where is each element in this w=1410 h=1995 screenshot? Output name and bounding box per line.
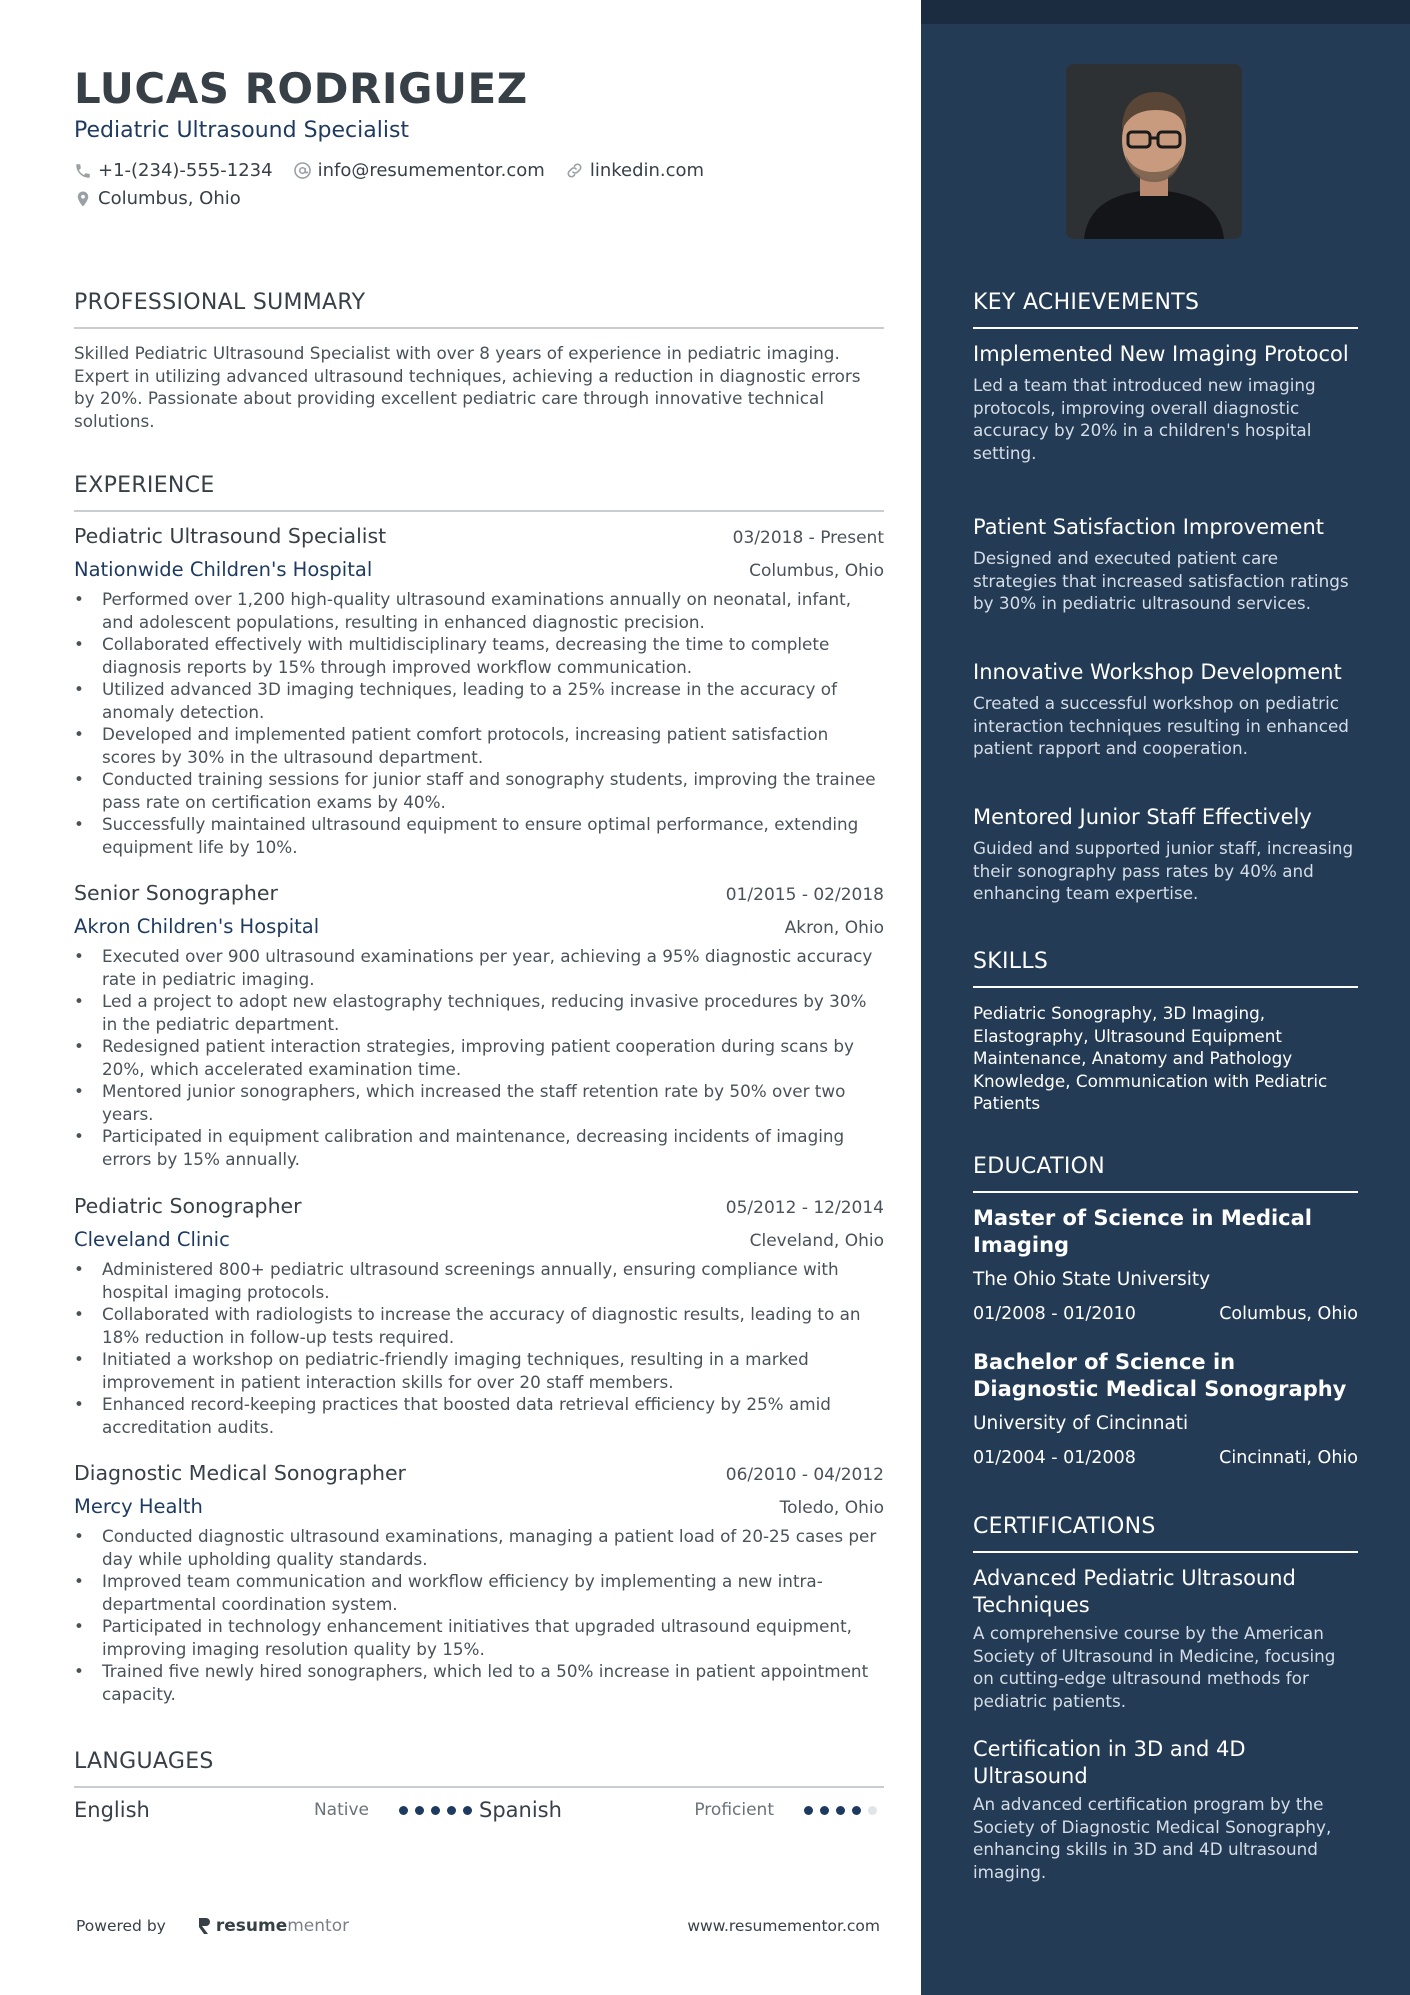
achievements-section-title: KEY ACHIEVEMENTS: [973, 290, 1358, 329]
bullet: • Participated in equipment calibration and maintenance, decreasing incidents of imaging errors by 15% annually.: [74, 1125, 884, 1170]
education-location: Cincinnati, Ohio: [1219, 1448, 1358, 1468]
job-bullets: [74, 945, 884, 1170]
job-dates: 05/2012 - 12/2014: [725, 1198, 884, 1218]
job-company: Akron Children's Hospital: [74, 915, 320, 938]
achievement-item: [973, 804, 1358, 905]
achievement-title: Innovative Workshop Development: [973, 660, 1342, 684]
sidebar: [921, 0, 1410, 1995]
brand-logo[interactable]: [196, 1916, 349, 1936]
job-bullets: [74, 588, 884, 858]
job-entry: [74, 881, 884, 1170]
education-dates: 01/2004 - 01/2008: [973, 1448, 1136, 1468]
job-dates: 03/2018 - Present: [732, 528, 884, 548]
rating-dot-filled: [415, 1806, 424, 1815]
job-location: Columbus, Ohio: [749, 561, 884, 581]
bullet: • Redesigned patient interaction strategies, improving patient cooperation during scans by 20%, which accelerated examination time.: [74, 1035, 884, 1080]
language-name: English: [74, 1798, 150, 1822]
achievement-item: [973, 341, 1358, 464]
certifications-section-title: CERTIFICATIONS: [973, 1514, 1358, 1553]
summary-text: Skilled Pediatric Ultrasound Specialist with over 8 years of experience in pediatric imaging. Expert in utilizing advanced ultrasound techniques, achieving a reduction in diagnostic errors by 20%. Passionate about providing excellent pediatric care through innovative technical solutions.: [74, 343, 861, 431]
bullet: • Conducted training sessions for junior staff and sonography students, improving the trainee pass rate on certification exams by 40%.: [74, 768, 884, 813]
language-name: Spanish: [479, 1798, 562, 1822]
candidate-headline: Pediatric Ultrasound Specialist: [74, 118, 410, 143]
education-school: The Ohio State University: [973, 1269, 1211, 1290]
rating-dot-filled: [463, 1806, 472, 1815]
contact-row: [74, 160, 724, 181]
certification-item: [973, 1565, 1358, 1712]
sidebar-top-band: [921, 0, 1410, 24]
education-section-title: EDUCATION: [973, 1154, 1358, 1193]
job-title: Senior Sonographer: [74, 881, 278, 905]
location-text: Columbus, Ohio: [98, 188, 241, 209]
education-degree: Bachelor of Science in Diagnostic Medical Sonography: [973, 1350, 1347, 1401]
job-location: Cleveland, Ohio: [749, 1231, 884, 1251]
contact-linkedin[interactable]: [565, 160, 704, 181]
achievement-title: Mentored Junior Staff Effectively: [973, 805, 1312, 829]
job-entry: [74, 1194, 884, 1438]
footer: [76, 1916, 880, 1936]
job-title: Pediatric Sonographer: [74, 1194, 302, 1218]
job-company: Nationwide Children's Hospital: [74, 558, 373, 581]
job-title: Pediatric Ultrasound Specialist: [74, 524, 387, 548]
bullet: • Executed over 900 ultrasound examinations per year, achieving a 95% diagnostic accuracy rate in pediatric imaging.: [74, 945, 884, 990]
bullet: • Collaborated with radiologists to increase the accuracy of diagnostic results, leading to an 18% reduction in follow-up tests required.: [74, 1303, 884, 1348]
job-entry: [74, 1461, 884, 1705]
achievement-desc: Led a team that introduced new imaging protocols, improving overall diagnostic accuracy by 20% in a children's hospital setting.: [973, 375, 1316, 463]
skills-section-title: SKILLS: [973, 949, 1358, 988]
job-company: Mercy Health: [74, 1495, 203, 1518]
rating-dot-filled: [399, 1806, 408, 1815]
bullet: • Successfully maintained ultrasound equipment to ensure optimal performance, extending equipment life by 10%.: [74, 813, 884, 858]
education-school: University of Cincinnati: [973, 1413, 1189, 1434]
achievement-title: Patient Satisfaction Improvement: [973, 515, 1324, 539]
rating-dot-filled: [820, 1806, 829, 1815]
rating-dot-filled: [804, 1806, 813, 1815]
achievement-title: Implemented New Imaging Protocol: [973, 342, 1349, 366]
bullet: • Trained five newly hired sonographers, which led to a 50% increase in patient appointment capacity.: [74, 1660, 884, 1705]
job-dates: 06/2010 - 04/2012: [725, 1465, 884, 1485]
summary-section-title: PROFESSIONAL SUMMARY: [74, 290, 884, 329]
certification-title: Certification in 3D and 4D Ultrasound: [973, 1737, 1246, 1788]
language-item: [74, 1798, 479, 1822]
job-title: Diagnostic Medical Sonographer: [74, 1461, 406, 1485]
job-location: Toledo, Ohio: [779, 1498, 884, 1518]
location-pin-icon: [74, 189, 92, 209]
bullet: • Administered 800+ pediatric ultrasound screenings annually, ensuring compliance with hospital imaging protocols.: [74, 1258, 884, 1303]
job-location: Akron, Ohio: [784, 918, 884, 938]
education-item: [973, 1349, 1358, 1468]
bullet: • Improved team communication and workflow efficiency by implementing a new intra-departmental coordination system.: [74, 1570, 884, 1615]
certification-title: Advanced Pediatric Ultrasound Techniques: [973, 1566, 1296, 1617]
language-level: Proficient: [694, 1800, 774, 1820]
rating-dot-empty: [868, 1806, 877, 1815]
job-entry: [74, 524, 884, 858]
contact-phone[interactable]: [74, 160, 273, 181]
achievement-item: [973, 659, 1358, 760]
linkedin-text: linkedin.com: [589, 160, 705, 181]
profile-photo: [1066, 64, 1242, 239]
powered-by-label: Powered by: [76, 1917, 166, 1935]
education-degree: Master of Science in Medical Imaging: [973, 1206, 1313, 1257]
bullet: • Initiated a workshop on pediatric-friendly imaging techniques, resulting in a marked improvement in patient interaction skills for over 20 staff members.: [74, 1348, 884, 1393]
contact-email[interactable]: [293, 160, 545, 181]
languages-section-title: LANGUAGES: [74, 1749, 884, 1788]
bullet: • Performed over 1,200 high-quality ultrasound examinations annually on neonatal, infant, and adolescent populations, resulting in enhanced diagnostic precision.: [74, 588, 884, 633]
achievement-desc: Designed and executed patient care strategies that increased satisfaction ratings by 30% in pediatric ultrasound services.: [973, 548, 1349, 613]
achievement-item: [973, 514, 1358, 615]
powered-by: [76, 1916, 349, 1936]
certification-desc: An advanced certification program by the Society of Diagnostic Medical Sonography, enhancing skills in 3D and 4D ultrasound imaging.: [973, 1794, 1332, 1882]
contact-location: [74, 188, 241, 209]
education-location: Columbus, Ohio: [1219, 1304, 1358, 1324]
experience-section-title: EXPERIENCE: [74, 473, 884, 512]
bullet: • Collaborated effectively with multidisciplinary teams, decreasing the time to complete diagnosis reports by 15% through improved workflow communication.: [74, 633, 884, 678]
phone-icon: [74, 162, 92, 180]
phone-text: +1-(234)-555-1234: [98, 160, 273, 181]
resumementor-logo-icon: [196, 1916, 212, 1936]
bullet: • Utilized advanced 3D imaging techniques, leading to a 25% increase in the accuracy of anomaly detection.: [74, 678, 884, 723]
rating-dot-filled: [431, 1806, 440, 1815]
language-level: Native: [313, 1800, 369, 1820]
skills-text: Pediatric Sonography, 3D Imaging, Elastography, Ultrasound Equipment Maintenance, Anatomy and Pathology Knowledge, Communication with Pediatric Patients: [973, 1003, 1328, 1113]
bullet: • Led a project to adopt new elastography techniques, reducing invasive procedures by 30% in the pediatric department.: [74, 990, 884, 1035]
job-company: Cleveland Clinic: [74, 1228, 230, 1251]
rating-dot-filled: [447, 1806, 456, 1815]
job-dates: 01/2015 - 02/2018: [725, 885, 884, 905]
education-item: [973, 1205, 1358, 1324]
website-link[interactable]: www.resumementor.com: [687, 1917, 880, 1935]
language-rating: [804, 1806, 884, 1815]
achievement-desc: Created a successful workshop on pediatric interaction techniques resulting in enhanced patient rapport and cooperation.: [973, 693, 1349, 758]
language-rating: [399, 1806, 479, 1815]
bullet: • Conducted diagnostic ultrasound examinations, managing a patient load of 20-25 cases per day while upholding quality standards.: [74, 1525, 884, 1570]
achievement-desc: Guided and supported junior staff, increasing their sonography pass rates by 40% and enhancing team expertise.: [973, 838, 1354, 903]
rating-dot-filled: [836, 1806, 845, 1815]
languages-list: [74, 1798, 884, 1822]
bullet: • Participated in technology enhancement initiatives that upgraded ultrasound equipment, improving imaging resolution quality by 15%.: [74, 1615, 884, 1660]
candidate-name: LUCAS RODRIGUEZ: [74, 64, 528, 113]
certification-item: [973, 1736, 1358, 1883]
bullet: • Mentored junior sonographers, which increased the staff retention rate by 50% over two years.: [74, 1080, 884, 1125]
rating-dot-filled: [852, 1806, 861, 1815]
logo-text-part1: resume: [215, 1916, 288, 1936]
certification-desc: A comprehensive course by the American Society of Ultrasound in Medicine, focusing on cutting-edge ultrasound methods for pediatric patients.: [973, 1623, 1336, 1711]
bullet: • Developed and implemented patient comfort protocols, increasing patient satisfaction scores by 30% in the ultrasound department.: [74, 723, 884, 768]
logo-text-part2: mentor: [287, 1916, 350, 1936]
link-icon: [565, 161, 584, 180]
email-text: info@resumementor.com: [317, 160, 545, 181]
bullet: • Enhanced record-keeping practices that boosted data retrieval efficiency by 25% amid accreditation audits.: [74, 1393, 884, 1438]
at-icon: [293, 161, 312, 180]
job-bullets: [74, 1525, 884, 1705]
education-dates: 01/2008 - 01/2010: [973, 1304, 1136, 1324]
job-bullets: [74, 1258, 884, 1438]
portrait-illustration: [1066, 64, 1242, 239]
contact-row-2: [74, 188, 261, 209]
language-item: [479, 1798, 884, 1822]
